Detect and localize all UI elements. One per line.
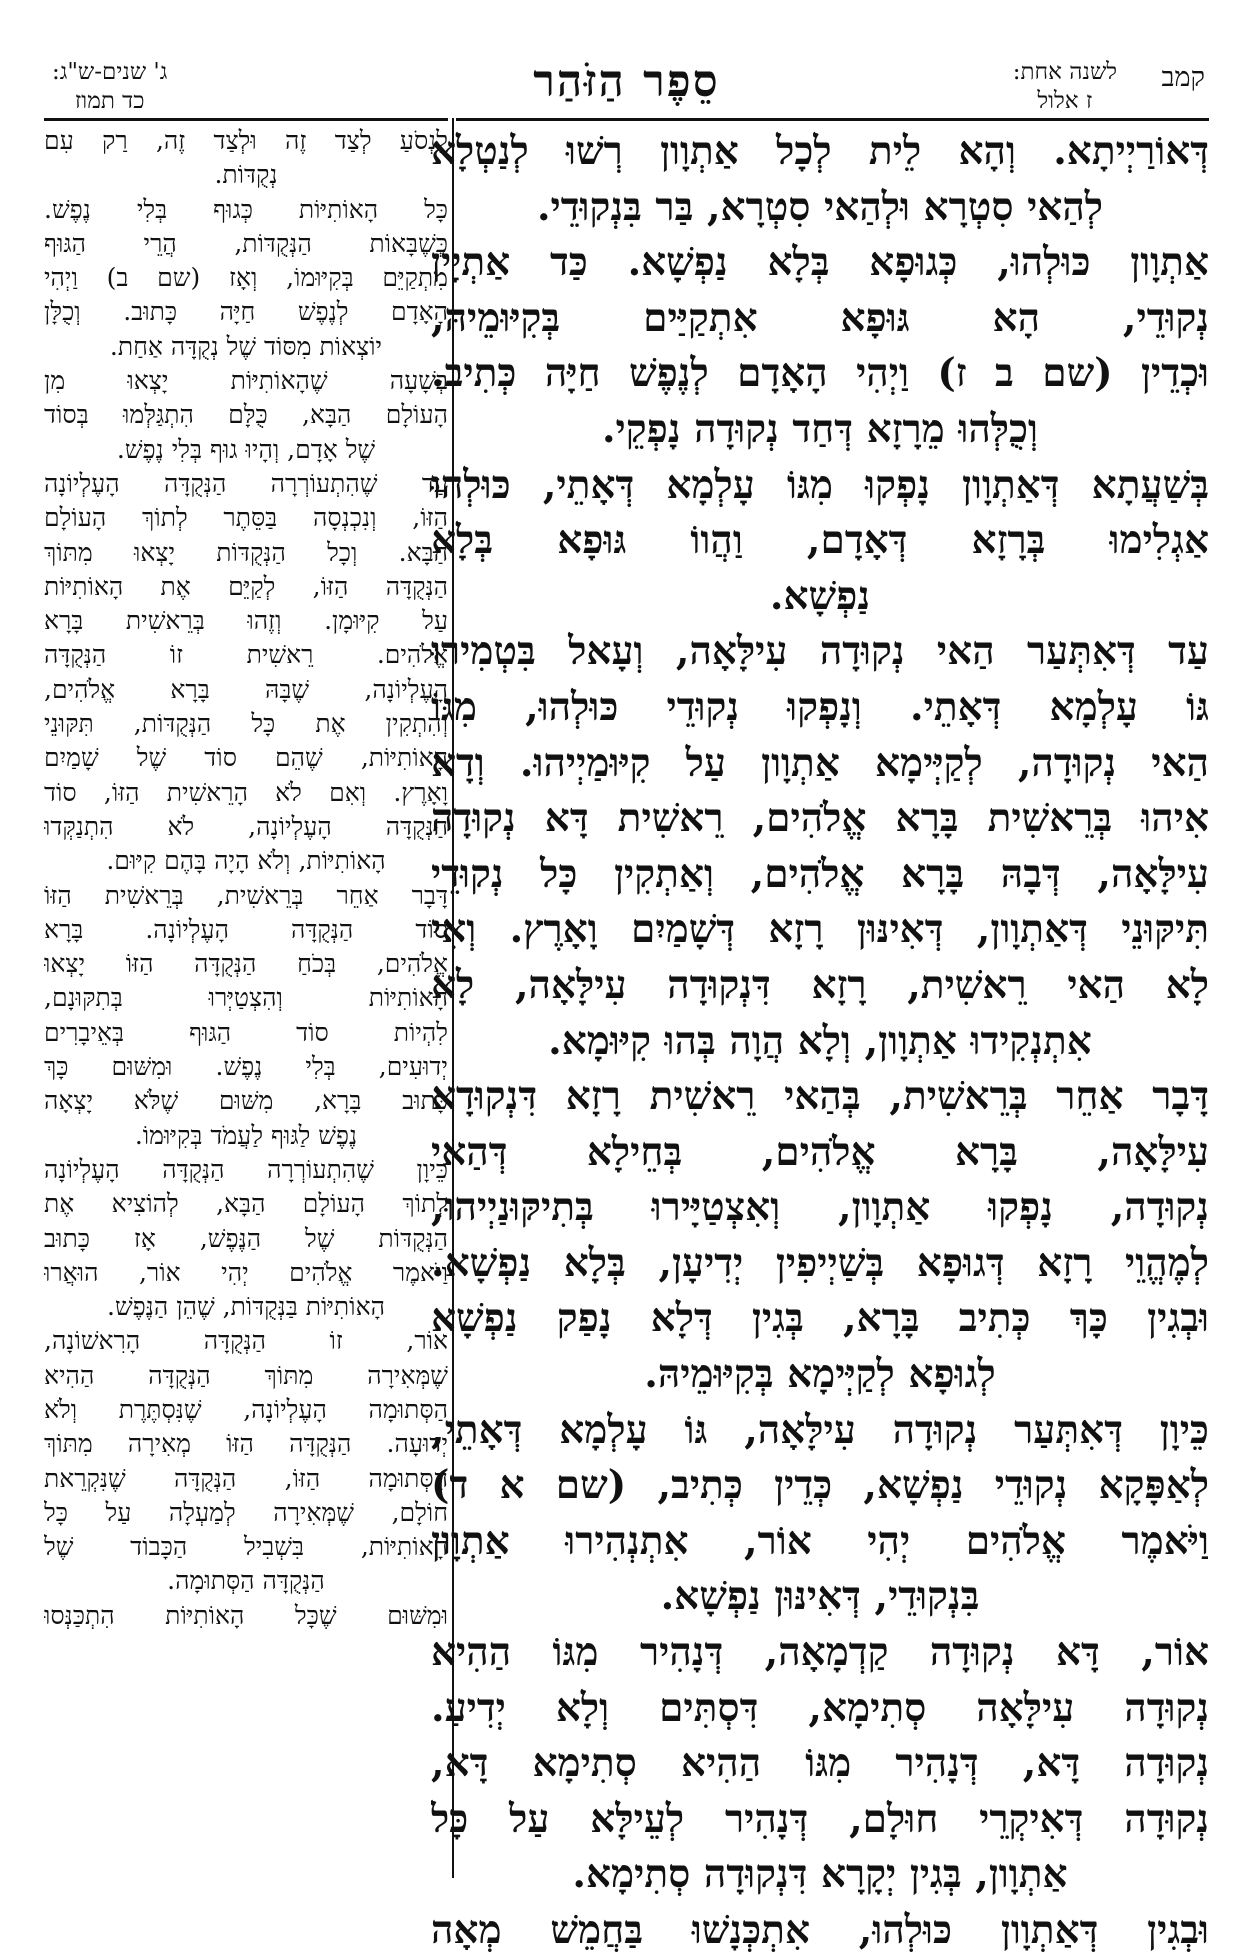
text-line: אַגְלִימוּ בְּרָזָא דְּאָדָם, וַהֲווֹ גּוּפָא בְּלָא [431,517,1209,564]
text-line: בְּשָׁעָה שֶׁהָאוֹתִיּוֹת יָצְאוּ מִן [44,366,448,396]
one-year-date: ז אלול [1037,88,1093,114]
text-line: גּוֹ עָלְמָא דְּאָתֵי. וְנָפְקוּ נְקוּדֵי כּוּלְהוּ, מִגּוֹ [431,683,1209,730]
text-line: וּבְגִין כָּךְ כְּתִיב בָּרָא, בְּגִין דְּלָא נָפַק נַפְשָׁא [431,1295,1209,1342]
text-line: תִּיקּוּנֵי דְּאַתְוָון, דְּאִינּוּן רָזָא דְּשָׁמַיִם וָאָרֶץ. וְאִי [431,906,1209,953]
text-line: הַנְּקֻדָּה הַזּוֹ, לְקַיֵּם אֶת הָאוֹתִיּוֹת [44,571,448,601]
text-line: לָא הַאי רֵאשִׁית, רָזָא דִּנְקוּדָה עִילָּאָה, לָא [431,961,1209,1008]
text-line: נְקוּדָה דְּאִיקְרֵי חוּלָם, דְּנָהִיר לְעֵילָּא עַל כָּל [431,1795,1209,1842]
text-line: מִתְקַיֵּם בְּקִיּוּמוֹ, וְאָז (שם ב) וַיְהִי [44,263,448,293]
text-line: לְאַפָּקָא נְקוּדֵי נַפְשָׁא, כְּדֵין כְּתִיב, (שם א ד) [431,1462,1209,1509]
three-year-label: ג' שנים-ש"ג: [52,59,168,85]
text-line: הָאוֹתִיּוֹת, וְלֹא הָיָה בָּהֶם קִיּוּם. [106,846,386,876]
text-line: הָאוֹתִיּוֹת, שֶׁהֵם סוֹד שֶׁל שָׁמַיִם [44,743,448,773]
text-line: נֶפֶשׁ לַגּוּף לַעֲמֹד בְּקִיּוּמוֹ. [134,1120,358,1150]
text-line: נְקוּדֵי, הָא גּוּפָא אִתְקַיַּים בְּקִיּוּמֵיהּ, [431,294,1209,341]
text-line: שֶׁל אָדָם, וְהָיוּ גוּף בְּלִי נֶפֶשׁ. [116,434,376,464]
hebrew-translation-column [44,124,448,1633]
text-line: הַנְּקֻדּוֹת שֶׁל הַנֶּפֶשׁ, אָז כָּתוּב [44,1223,448,1253]
text-line: כֵּיוָן שֶׁהִתְעוֹרְרָה הַנְּקֻדָּה הָעֶלְיוֹנָה [44,1154,448,1184]
text-line: כָּתוּב בָּרָא, מִשּׁוּם שֶׁלֹּא יָצְאָה [44,1086,448,1116]
text-line: עִילָּאָה, בָּרָא אֱלֹהִים, בְּחֵילָא דְּהַאי [431,1128,1209,1175]
text-line: דָּבָר אַחֵר בְּרֵאשִׁית, בְּרֵאשִׁית הַזּוֹ [44,880,448,910]
text-line: עַד דְּאִתְּעַר הַאי נְקוּדָה עִילָּאָה, וְעָאל בִּטְמִירוּ [431,628,1209,675]
text-line: סוֹד הַנְּקֻדָּה הָעֶלְיוֹנָה. בָּרָא [44,914,448,944]
text-line: נְקוּדָה, נָפְקוּ אַתְוָון, וְאִצְטַיָּירוּ בְּתִיקּוּנַיְיהוּ, [431,1184,1209,1231]
page-number: קמב [1161,62,1205,93]
text-line: וְכֻלְּהוּ מֵרָזָא דְּחַד נְקוּדָה נָפְקֵי. [601,405,1039,452]
text-line: הָאָדָם לְנֶפֶשׁ חַיָּה כָּתוּב. וְכֻלָּן [44,297,448,327]
text-line: נְקוּדָה עִילָּאָה סְתִימָא, דִּסְתִּים וְלָא יְדִיעַ. [431,1684,1209,1731]
text-line: הָאוֹתִיּוֹת בַּנְּקֻדּוֹת, שֶׁהֵן הַנֶּפֶשׁ. [107,1292,385,1322]
text-line: אוֹר, זוֹ הַנְּקֻדָּה הָרִאשׁוֹנָה, [44,1326,448,1356]
aramaic-text-column [431,124,1209,1959]
text-line: עַל קִיּוּמָן. וְזֶהוּ בְּרֵאשִׁית בָּרָא [44,606,448,636]
text-line: חוֹלָם, שֶׁמְּאִירָה לְמַעְלָה עַל כָּל [44,1497,448,1527]
text-line: אֱלֹהִים. רֵאשִׁית זוֹ הַנְּקֻדָּה [44,640,448,670]
text-line: וַיֹּאמֶר אֱלֹהִים יְהִי אוֹר, הוּאֲרוּ [44,1257,448,1287]
text-line: עַד שֶׁהִתְעוֹרְרָה הַנְּקֻדָּה הָעֶלְיוֹנָה [44,468,448,498]
page-header [44,56,1209,118]
text-line: וּבְגִין דְּאַתְוָון כּוּלְהוּ, אִתְכְּנָשׁוּ בַּחֲמֵשׁ מְאָה [431,1907,1209,1953]
text-line: לְמֶהֱוֵי רָזָא דְּגוּפָא בְּשַׁיְיפִין יְדִיעָן, בְּלָא נַפְשָׁא. [431,1239,1209,1286]
text-line: שֶׁמְּאִירָה מִתּוֹךְ הַנְּקֻדָּה הַהִיא [44,1360,448,1390]
text-line: וּמִשּׁוּם שֶׁכָּל הָאוֹתִיּוֹת הִתְכַּנְּסוּ [44,1600,448,1630]
text-line: וָאָרֶץ. וְאִם לֹא הָרֵאשִׁית הַזּוֹ, סוֹד [44,777,448,807]
text-line: כָּל הָאוֹתִיּוֹת כְּגוּף בְּלִי נֶפֶשׁ. [44,194,448,224]
text-line: לִנְסֹעַ לְצַד זֶה וּלְצַד זֶה, רַק עִם [44,126,448,155]
text-line: לְהַאי סִטְרָא וּלְהַאי סִטְרָא, בַּר בִּנְקוּדֵי. [536,183,1104,230]
text-line: וְהִתְקִין אֶת כָּל הַנְּקֻדּוֹת, תִּקּוּנֵי [44,709,448,739]
text-line: הָעֶלְיוֹנָה, שֶׁבָּהּ בָּרָא אֱלֹהִים, [44,674,448,704]
text-line: כֵּיוָן דְּאִתְּעַר נְקוּדָה עִילָּאָה, גּוֹ עָלְמָא דְּאָתֵי, [431,1406,1209,1453]
text-line: נְקֻדּוֹת. [214,160,278,190]
text-line: הַסְּתוּמָה הַזּוֹ, הַנְּקֻדָּה שֶׁנִּקְרֵאת [44,1463,448,1493]
three-year-date: כד תמוז [74,88,145,114]
text-line: אֱלֹהִים, בְּכֹחַ הַנְּקֻדָּה הַזּוֹ יָצְאוּ [44,949,448,979]
text-line: נַפְשָׁא. [769,572,871,619]
text-line: לְגוּפָא לְקַיְּימָא בְּקִיּוּמֵיהּ. [644,1351,996,1398]
text-line: בִּנְקוּדֵי, דְּאִינּוּן נַפְשָׁא. [660,1573,980,1620]
study-schedule-three-year [52,58,167,116]
text-line: לְתוֹךְ הָעוֹלָם הַבָּא, לְהוֹצִיא אֶת [44,1189,448,1219]
text-line: וּכְדֵין (שם ב ז) וַיְהִי הָאָדָם לְנֶפֶשׁ חַיָּה כְּתִיב. [431,350,1209,397]
text-line: אַתְוָון כּוּלְהוּ, כְּגוּפָא בְּלָא נַפְשָׁא. כַּד אַתְיָין [431,239,1209,286]
text-line: הַבָּא. וְכָל הַנְּקֻדּוֹת יָצְאוּ מִתּוֹךְ [44,537,448,567]
text-line: לִהְיוֹת סוֹד הַגּוּף בְּאֵיבָרִים [44,1017,448,1047]
book-title: סֵפֶר הַזֹּהַר [533,56,720,107]
text-line: הָאוֹתִיּוֹת, בִּשְׁבִיל הַכָּבוֹד שֶׁל [44,1532,448,1562]
header-rule-side [44,118,448,121]
text-line: אִתְנְקִידוּ אַתְוָון, וְלָא הֲוָה בְּהוּ קִיּוּמָא. [548,1017,1092,1064]
text-line: אִיהוּ בְּרֵאשִׁית בָּרָא אֱלֹהִים, רֵאשִׁית דָּא נְקוּדָה [431,795,1209,842]
text-line: הַזּוֹ, וְנִכְנְסָה בַּסֵּתֶר לְתוֹךְ הָעוֹלָם [44,503,448,533]
text-line: הַנְּקֻדָּה הָעֶלְיוֹנָה, לֹא הִתְנַקְּדוּ [44,811,448,841]
one-year-label: לשנה אחת: [1012,59,1117,85]
text-line: יְדוּעָה. הַנְּקֻדָּה הַזּוֹ מְאִירָה מִתּוֹךְ [44,1429,448,1459]
header-rule-main [456,118,1209,121]
text-line: נְקוּדָה דָּא, דְּנָהִיר מִגּוֹ הַהִיא סְתִימָא דָּא, [431,1740,1209,1787]
text-line: הַסְּתוּמָה הָעֶלְיוֹנָה, שֶׁנִּסְתֶּרֶת וְלֹא [44,1394,448,1424]
text-line: יְדוּעִים, בְּלִי נֶפֶשׁ. וּמִשּׁוּם כָּךְ [44,1052,448,1082]
text-line: דְּאוֹרַיְיתָא. וְהָא לֵית לְכָל אַתְוָון רְשׁוּ לְנַטְלָא [431,128,1209,174]
text-line: אַתְוָון, בְּגִין יְקָרָא דִּנְקוּדָה סְתִימָא. [572,1851,1068,1898]
text-line: דָּבָר אַחֵר בְּרֵאשִׁית, בְּהַאי רֵאשִׁית רָזָא דִּנְקוּדָא [431,1073,1209,1120]
text-line: עִילָּאָה, דְּבָהּ בָּרָא אֱלֹהִים, וְאַתְקִין כָּל נְקוּדֵי [431,850,1209,897]
text-line: כְּשֶׁבָּאוֹת הַנְּקֻדּוֹת, הֲרֵי הַגּוּף [44,228,448,258]
text-line: בְּשַׁעֲתָא דְּאַתְוָון נָפְקוּ מִגּוֹ עָלְמָא דְּאָתֵי, כּוּלְהוּ [431,461,1209,508]
text-line: הָאוֹתִיּוֹת וְהִצְטַיְּרוּ בְּתִקּוּנָם, [44,983,448,1013]
text-line: אוֹר, דָּא נְקוּדָה קַדְמָאָה, דְּנָהִיר מִגּוֹ הַהִיא [431,1629,1209,1676]
text-line: הָעוֹלָם הַבָּא, כֻּלָּם הִתְגַּלְּמוּ בְּסוֹד [44,400,448,430]
text-line: יוֹצְאוֹת מִסּוֹד שֶׁל נְקֻדָּה אַחַת. [109,331,383,361]
text-line: הַנְּקֻדָּה הַסְּתוּמָה. [167,1566,325,1596]
text-line: וַיֹּאמֶר אֱלֹהִים יְהִי אוֹר, אִתְנְהִירוּ אַתְוָון [431,1517,1209,1564]
text-line: הַאי נְקוּדָה, לְקַיְּימָא אַתְוָון עַל קִיּוּמַיְיהוּ. וְדָא [431,739,1209,786]
